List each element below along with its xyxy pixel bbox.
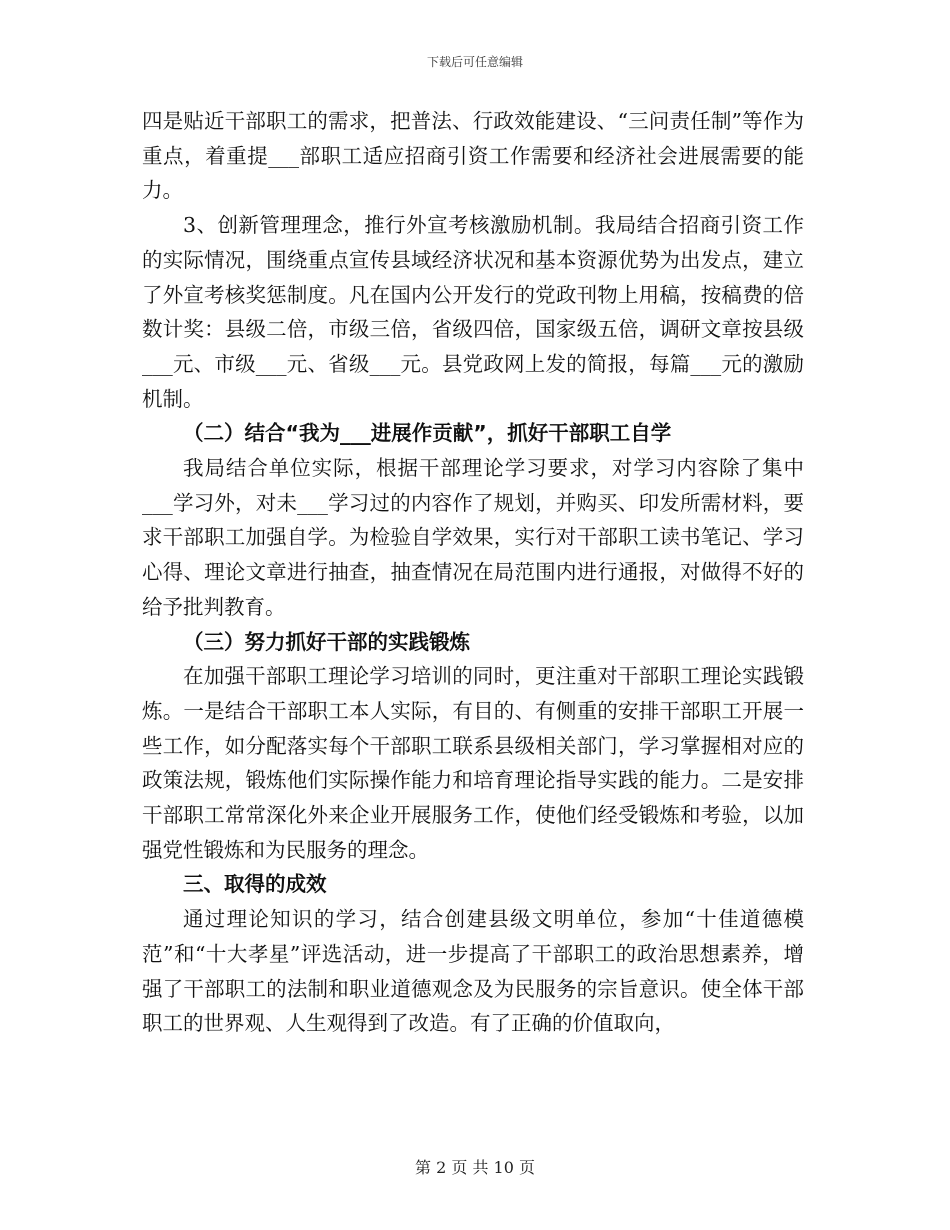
- paragraph-1: 四是贴近干部职工的需求，把普法、行政效能建设、“三问责任制”等作为重点，着重提___部职工适应招商引资工作需要和经济社会进展需要的能力。: [142, 109, 804, 203]
- paragraph-2: 3、创新管理理念，推行外宣考核激励机制。我局结合招商引资工作的实际情况，围绕重点宣传县域经济状况和基本资源优势为出发点，建立了外宣考核奖惩制度。凡在国内公开发行的党政刊物上用稿，按稿费的倍数计奖：县级二倍，市级三倍，省级四倍，国家级五倍，调研文章按县级___元、市级___元、省级___元。县党政网上发的简报，每篇___元的激励机制。: [142, 213, 804, 411]
- section-heading-results: 三、取得的成效: [183, 872, 327, 897]
- paragraph-5: 通过理论知识的学习，结合创建县级文明单位，参加“十佳道德模范”和“十大孝星”评选活动，进一步提高了干部职工的政治思想素养，增强了干部职工的法制和职业道德观念及为民服务的宗旨意识。使全体干部职工的世界观、人生观得到了改造。有了正确的价值取向，: [142, 907, 804, 1036]
- section-heading-3: （三）努力抓好干部的实践锻炼: [183, 629, 470, 654]
- page-footer: 第 2 页 共 10 页: [415, 1158, 535, 1177]
- page-header: 下载后可任意编辑: [426, 55, 523, 69]
- paragraph-3: 我局结合单位实际，根据干部理论学习要求，对学习内容除了集中___学习外，对未___学习过的内容作了规划，并购买、印发所需材料，要求干部职工加强自学。为检验自学效果，实行对干部职工读书笔记、学习心得、理论文章进行抽查，抽查情况在局范围内进行通报，对做得不好的给予批判教育。: [142, 456, 804, 619]
- section-heading-2: （二）结合“我为___进展作贡献”，抓好干部职工自学: [183, 421, 672, 446]
- document-body: [142, 104, 804, 1041]
- paragraph-4: 在加强干部职工理论学习培训的同时，更注重对干部职工理论实践锻炼。一是结合干部职工本人实际，有目的、有侧重的安排干部职工开展一些工作，如分配落实每个干部职工联系县级相关部门，学习掌握相对应的政策法规，锻炼他们实际操作能力和培育理论指导实践的能力。二是安排干部职工常常深化外来企业开展服务工作，使他们经受锻炼和考验，以加强党性锻炼和为民服务的理念。: [142, 664, 804, 862]
